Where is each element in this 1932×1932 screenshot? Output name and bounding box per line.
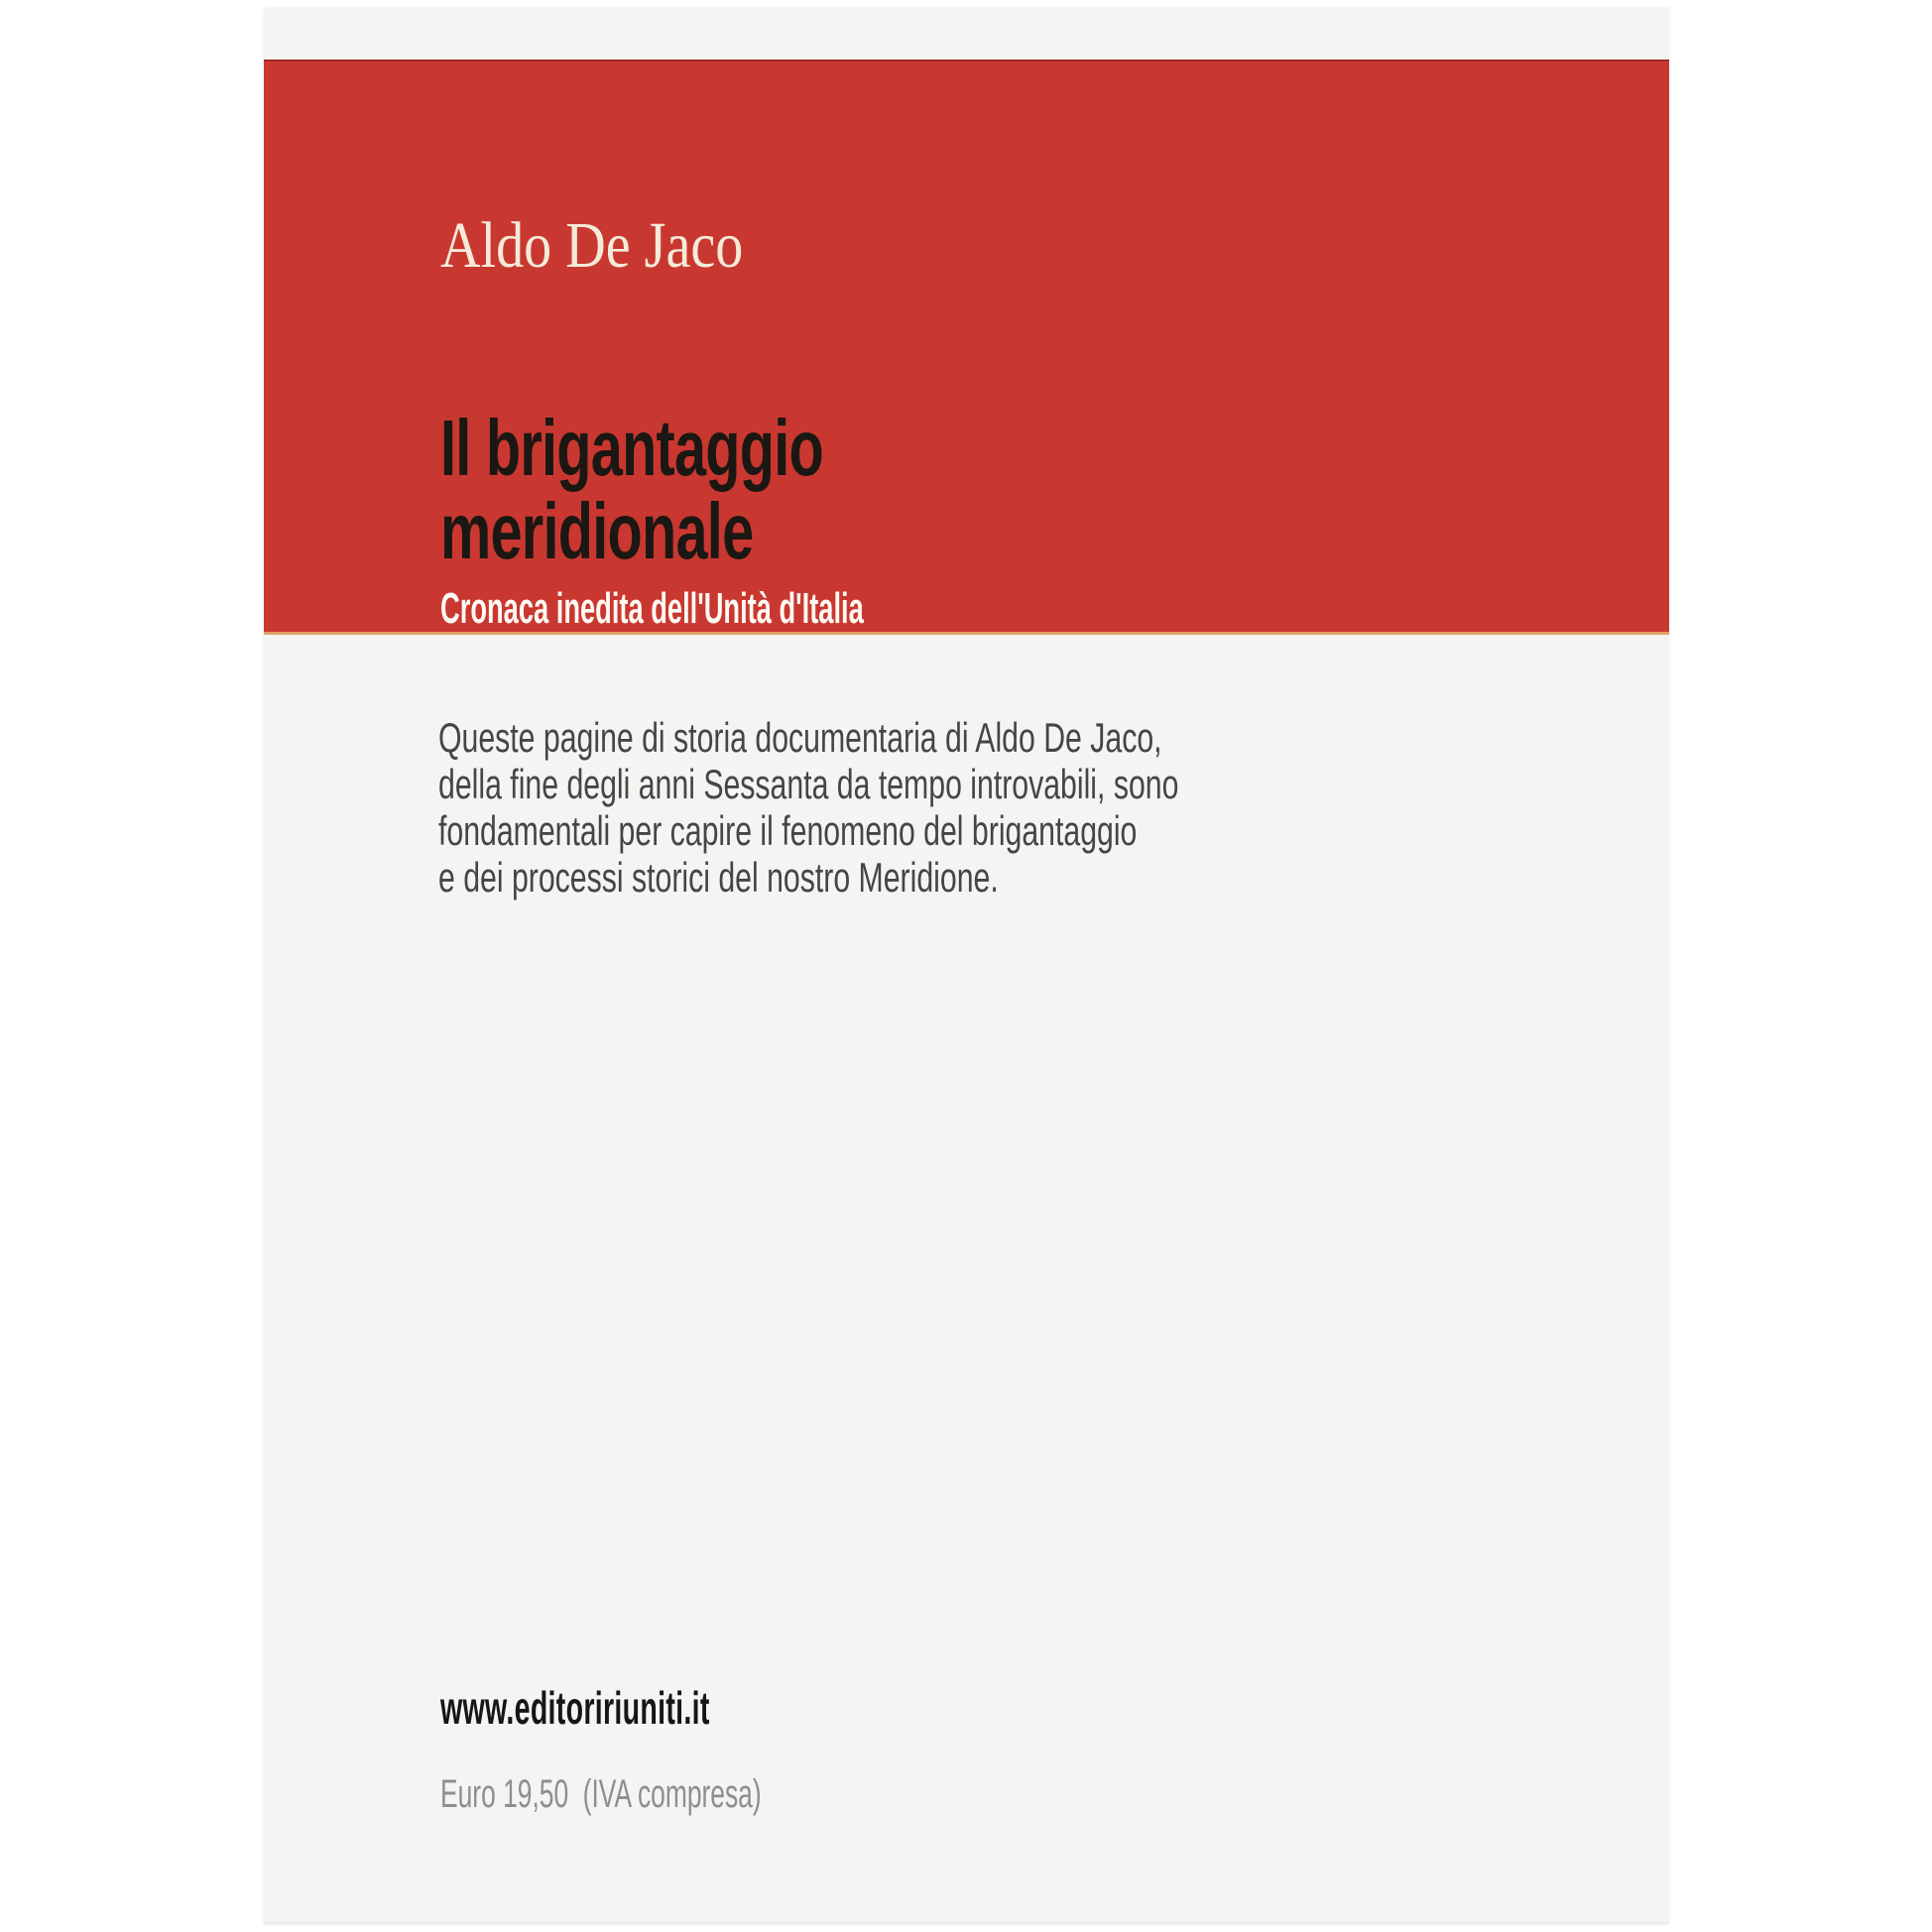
blurb-line: fondamentali per capire il fenomeno del brigantaggio [438, 807, 1138, 854]
price-value: Euro 19,50 [440, 1772, 569, 1816]
book-subtitle: Cronaca inedita dell'Unità d'Italia [440, 584, 864, 633]
red-title-band [264, 60, 1669, 635]
blurb-line: Queste pagine di storia documentaria di Aldo De Jaco, [438, 714, 1162, 761]
book-back-cover-page [264, 8, 1669, 1924]
vat-note: (IVA compresa) [582, 1772, 762, 1816]
blurb-line: e dei processi storici del nostro Meridione. [438, 854, 999, 901]
author-name: Aldo De Jaco [440, 209, 744, 282]
price-line [440, 1772, 762, 1816]
blurb-line: della fine degli anni Sessanta da tempo introvabili, sono [438, 761, 1179, 807]
publisher-website: www.editoririuniti.it [440, 1682, 710, 1734]
book-title-line-1: Il brigantaggio [440, 404, 823, 492]
book-title-line-2: meridionale [440, 487, 754, 575]
back-cover-blurb [438, 714, 1467, 901]
book-title [440, 404, 823, 575]
